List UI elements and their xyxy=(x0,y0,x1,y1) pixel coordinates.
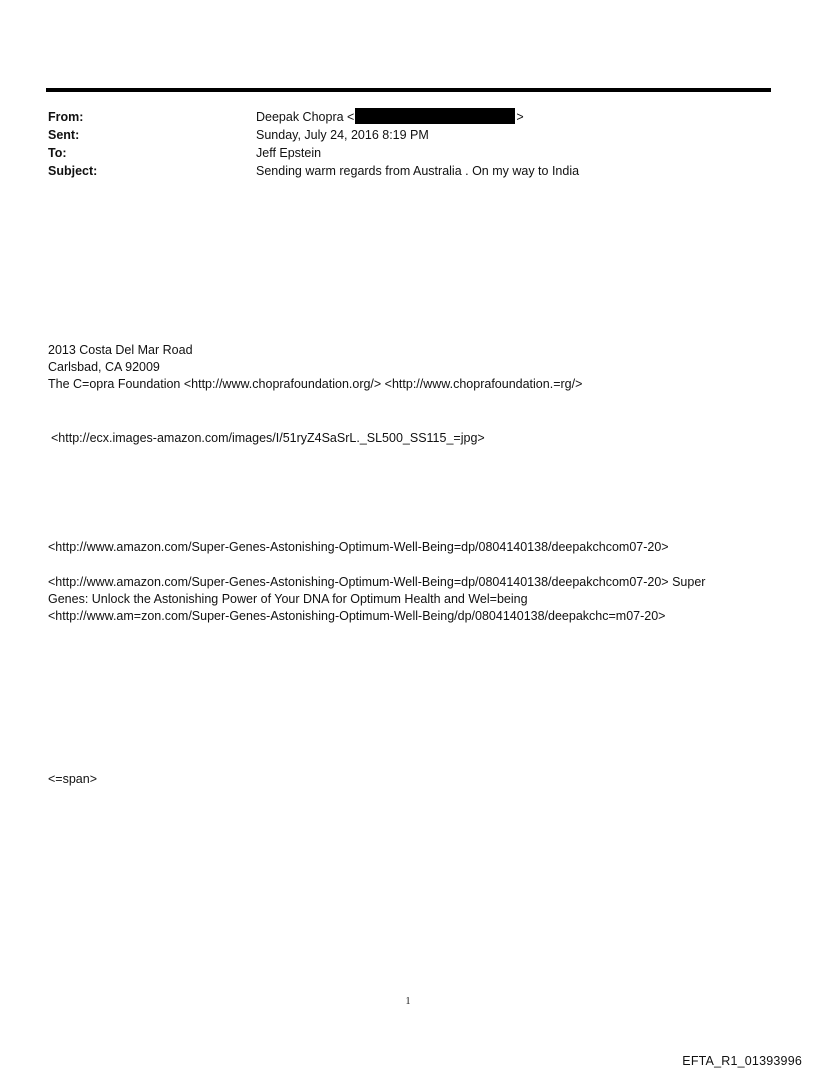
address-line-2: Carlsbad, CA 92009 xyxy=(48,360,160,374)
subject-label: Subject: xyxy=(48,164,98,178)
amazon-link-2-line-1: <http://www.amazon.com/Super-Genes-Astonishing-Optimum-Well-Being=dp/0804140138/deepakchcom07-20> Super xyxy=(48,575,706,589)
foundation-line: The C=opra Foundation <http://www.choprafoundation.org/> <http://www.choprafoundation.=rg/> xyxy=(48,377,583,391)
sent-value: Sunday, July 24, 2016 8:19 PM xyxy=(256,128,429,142)
amazon-link-1: <http://www.amazon.com/Super-Genes-Astonishing-Optimum-Well-Being=dp/0804140138/deepakchcom07-20> xyxy=(48,540,669,554)
to-label: To: xyxy=(48,146,67,160)
from-value xyxy=(256,108,524,126)
from-label: From: xyxy=(48,110,84,124)
amazon-link-2-line-3: <http://www.am=zon.com/Super-Genes-Astonishing-Optimum-Well-Being/dp/0804140138/deepakchc=m07-20> xyxy=(48,609,666,623)
amazon-link-2-line-2: Genes: Unlock the Astonishing Power of Your DNA for Optimum Health and Wel=being xyxy=(48,592,528,606)
from-end: > xyxy=(516,110,524,124)
header-divider xyxy=(46,88,771,92)
redacted-email-block xyxy=(355,108,515,124)
span-fragment: <=span> xyxy=(48,772,98,786)
image-link: <http://ecx.images-amazon.com/images/I/51ryZ4SaSrL._SL500_SS115_=jpg> xyxy=(51,431,485,445)
subject-value: Sending warm regards from Australia . On my way to India xyxy=(256,164,580,178)
page-number: 1 xyxy=(405,996,411,1007)
address-line-1: 2013 Costa Del Mar Road xyxy=(48,343,193,357)
sent-label: Sent: xyxy=(48,128,80,142)
to-value: Jeff Epstein xyxy=(256,146,322,160)
document-id: EFTA_R1_01393996 xyxy=(682,1054,802,1068)
from-name: Deepak Chopra < xyxy=(256,110,355,124)
